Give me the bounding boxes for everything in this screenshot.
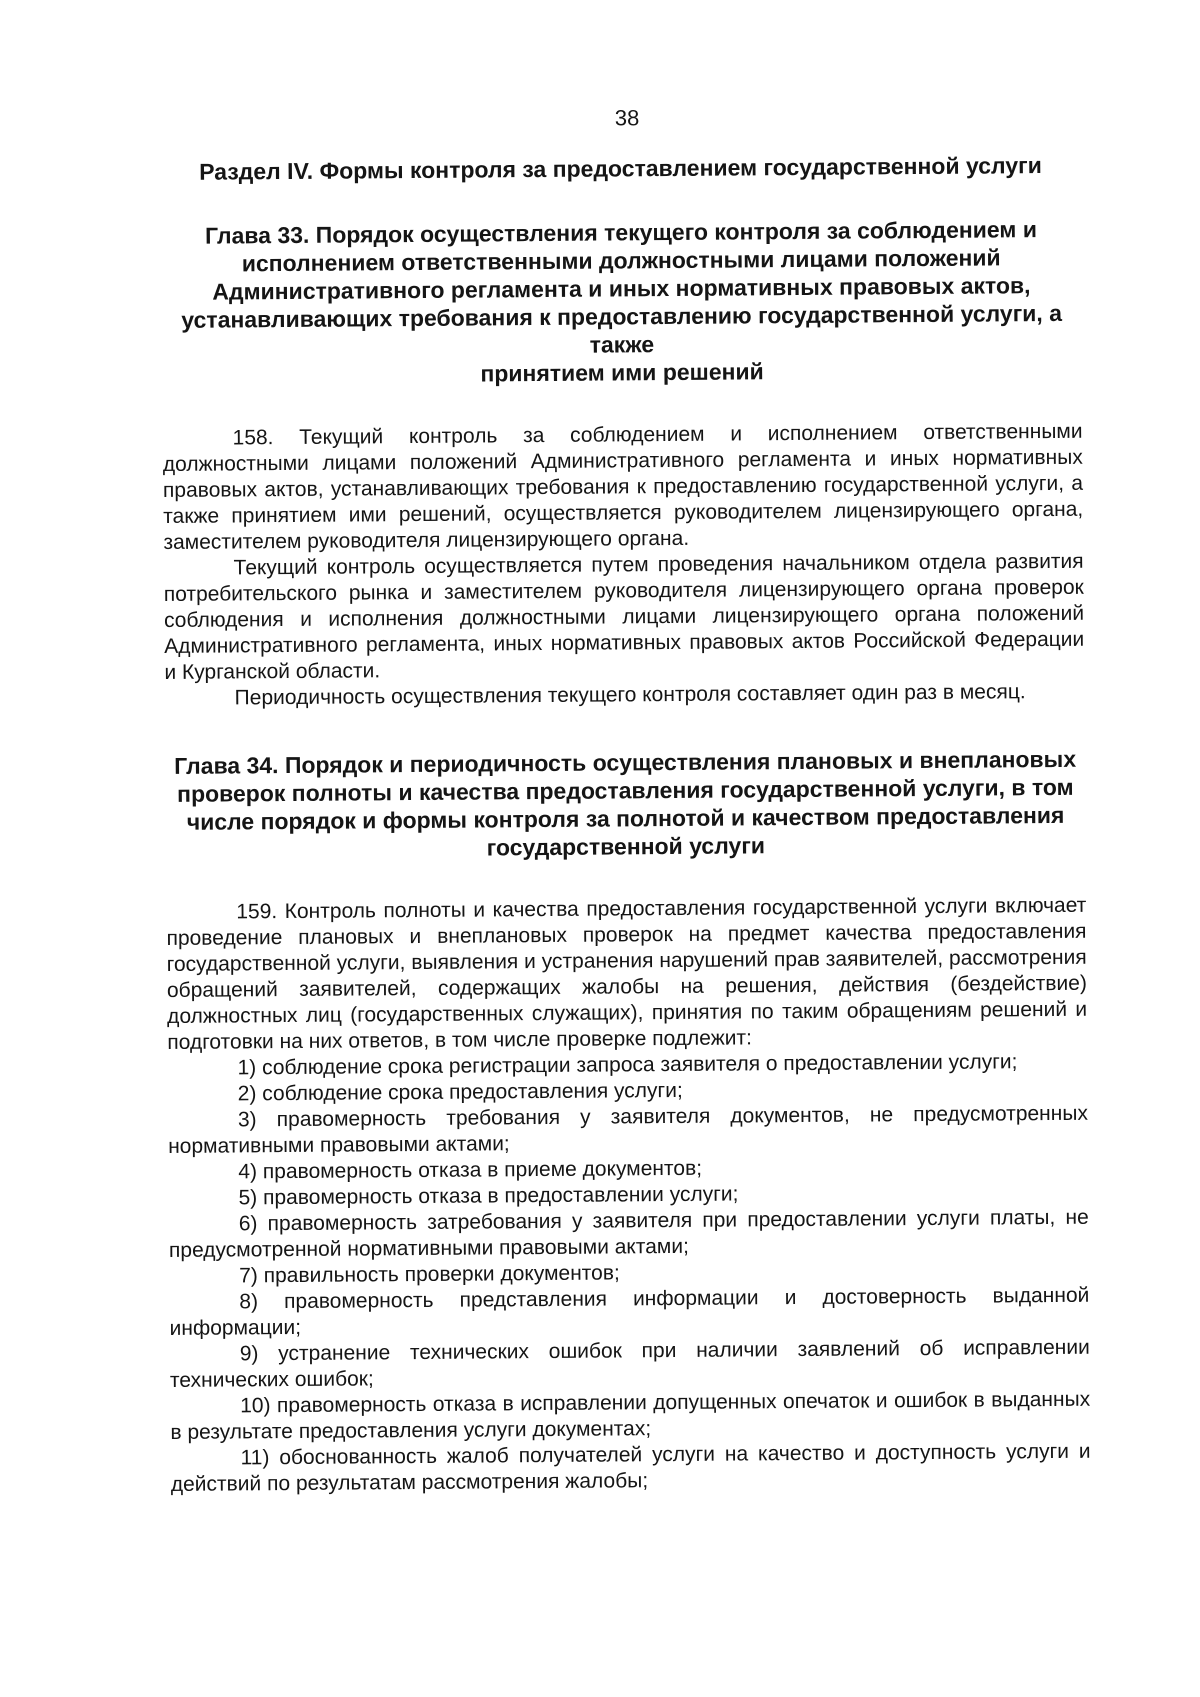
list-item: 8) правомерность представления информации и достоверность выданной информации;	[169, 1283, 1090, 1340]
chapter-33-title-line: устанавливающих требования к предоставлению государственной услуги, а также	[181, 299, 1063, 358]
paragraph-current-control-method: Текущий контроль осуществляется путем проведения начальником отдела развития потребительского рынка и заместителем руководителя лицензирующего органа проверок соблюдения и исполнения должностными лицами лицензирующего органа положений Административного регламента, иных нормативных правовых актов Российской Федерации и Курганской области.	[163, 549, 1085, 684]
list-item: 1) соблюдение срока регистрации запроса заявителя о предоставлении услуги;	[237, 1050, 1018, 1080]
chapter-34-title-line: проверок полноты и качества предоставления государственной услуги, в том	[177, 773, 1074, 807]
list-item: 2) соблюдение срока предоставления услуги;	[237, 1078, 683, 1106]
document-page	[160, 101, 1091, 1498]
paragraph-159: 159. Контроль полноты и качества предоставления государственной услуги включает проведение плановых и внеплановых проверок на предмет качества предоставления государственной услуги, выявления и устранения нарушений прав заявителей, рассмотрения обращений заявителей, содержащих жалобы на решения, действия (бездействие) должностных лиц (государственных служащих), принятия по таким обращениям решений и подготовки на них ответов, в том числе проверке подлежит:	[166, 893, 1088, 1054]
chapter-33-title-line: Административного регламента и иных нормативных правовых актов,	[212, 272, 1031, 305]
paragraph-control-periodicity: Периодичность осуществления текущего контроля составляет один раз в месяц.	[234, 680, 1026, 710]
list-item: 11) обоснованность жалоб получателей услуги на качество и доступность услуги и действий по результатам рассмотрения жалобы;	[170, 1439, 1091, 1496]
chapter-34-title-line: государственной услуги	[486, 832, 766, 861]
paragraph-158: 158. Текущий контроль за соблюдением и исполнением ответственными должностными лицами положений Административного регламента и иных нормативных правовых актов, устанавливающих требования к предоставлению государственной услуги, а также принятием ими решений, осуществляется руководителем лицензирующего органа, заместителем руководителя лицензирующего органа.	[162, 419, 1084, 554]
chapter-33-title	[161, 215, 1082, 390]
list-item: 7) правильность проверки документов;	[239, 1261, 620, 1288]
page-number: 38	[614, 105, 640, 131]
list-item: 5) правомерность отказа в предоставлении услуги;	[238, 1182, 739, 1210]
chapter-33-title-line: принятием ими решений	[480, 358, 764, 387]
chapter-33-title-line: исполнением ответственными должностными лицами положений	[241, 244, 1001, 277]
section-title: Раздел IV. Формы контроля за предоставлением государственной услуги	[199, 152, 1042, 185]
list-item: 9) устранение технических ошибок при наличии заявлений об исправлении технических ошибок;	[169, 1335, 1090, 1392]
list-item: 6) правомерность затребования у заявителя при предоставлении услуги платы, не предусмотренной нормативными правовыми актами;	[168, 1205, 1089, 1262]
chapter-34-title-line: числе порядок и формы контроля за полнотой и качеством предоставления	[186, 801, 1065, 835]
chapter-33-title-line: Глава 33. Порядок осуществления текущего контроля за соблюдением и	[204, 216, 1038, 249]
chapter-34-title	[165, 745, 1086, 864]
chapter-34-title-line: Глава 34. Порядок и периодичность осуществления плановых и внеплановых	[174, 745, 1077, 779]
list-item: 10) правомерность отказа в исправлении допущенных опечаток и ошибок в выданных в результате предоставления услуги документах;	[170, 1387, 1091, 1444]
list-item: 4) правомерность отказа в приеме документов;	[238, 1156, 703, 1184]
list-item: 3) правомерность требования у заявителя документов, не предусмотренных нормативными правовыми актами;	[168, 1101, 1089, 1158]
